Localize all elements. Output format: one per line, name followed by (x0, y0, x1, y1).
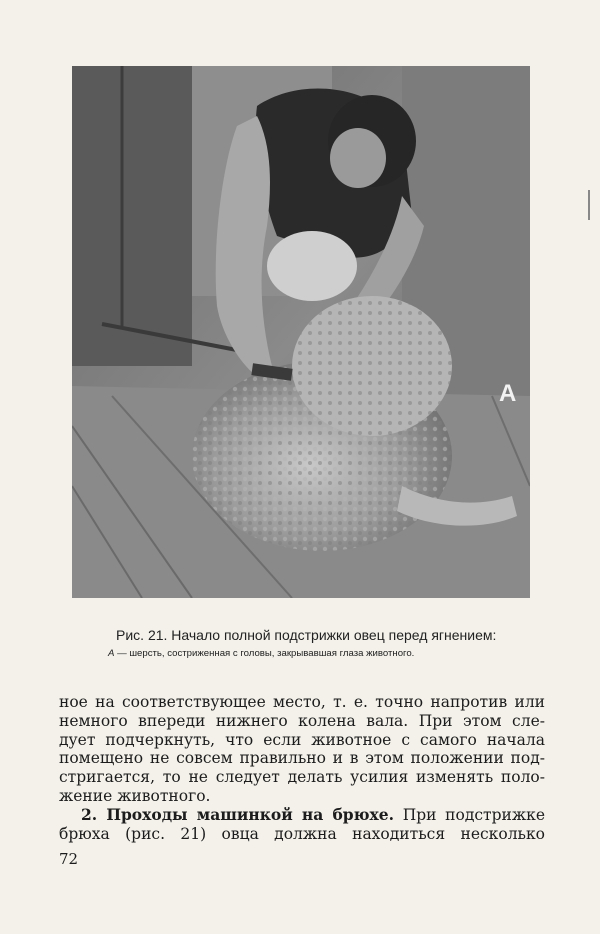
caption-key: А (108, 648, 115, 659)
body-line: дует подчеркнуть, что если животное с самого начала (59, 730, 545, 749)
body-line: стригается, то не следует делать усилия изменять поло- (59, 768, 545, 787)
section-heading-line (59, 806, 545, 825)
section-heading: 2. Проходы машинкой на брюхе. (81, 804, 395, 824)
body-line: жение животного. (59, 786, 211, 805)
page-number: 72 (59, 850, 79, 868)
photo-label-a: A (499, 380, 517, 407)
section-line-rest: При подстрижке (402, 805, 545, 824)
figure-caption-legend (108, 648, 414, 659)
page-edge-mark (588, 190, 590, 220)
figure-photo (72, 66, 530, 598)
shearing-photo-illustration (72, 66, 530, 598)
body-line: немного впереди нижнего колена вала. При этом сле- (59, 711, 545, 730)
body-line: брюха (рис. 21) овца должна находиться несколько (59, 824, 545, 843)
body-text (59, 693, 545, 843)
caption-explanation: — шерсть, состриженная с головы, закрывавшая глаза животного. (114, 648, 415, 659)
body-line: ное на соответствующее место, т. е. точно напротив или (59, 693, 545, 711)
body-line: помещено не совсем правильно и в этом положении под- (59, 749, 545, 768)
figure-caption-title: Рис. 21. Начало полной подстрижки овец перед ягнением: (116, 627, 497, 643)
